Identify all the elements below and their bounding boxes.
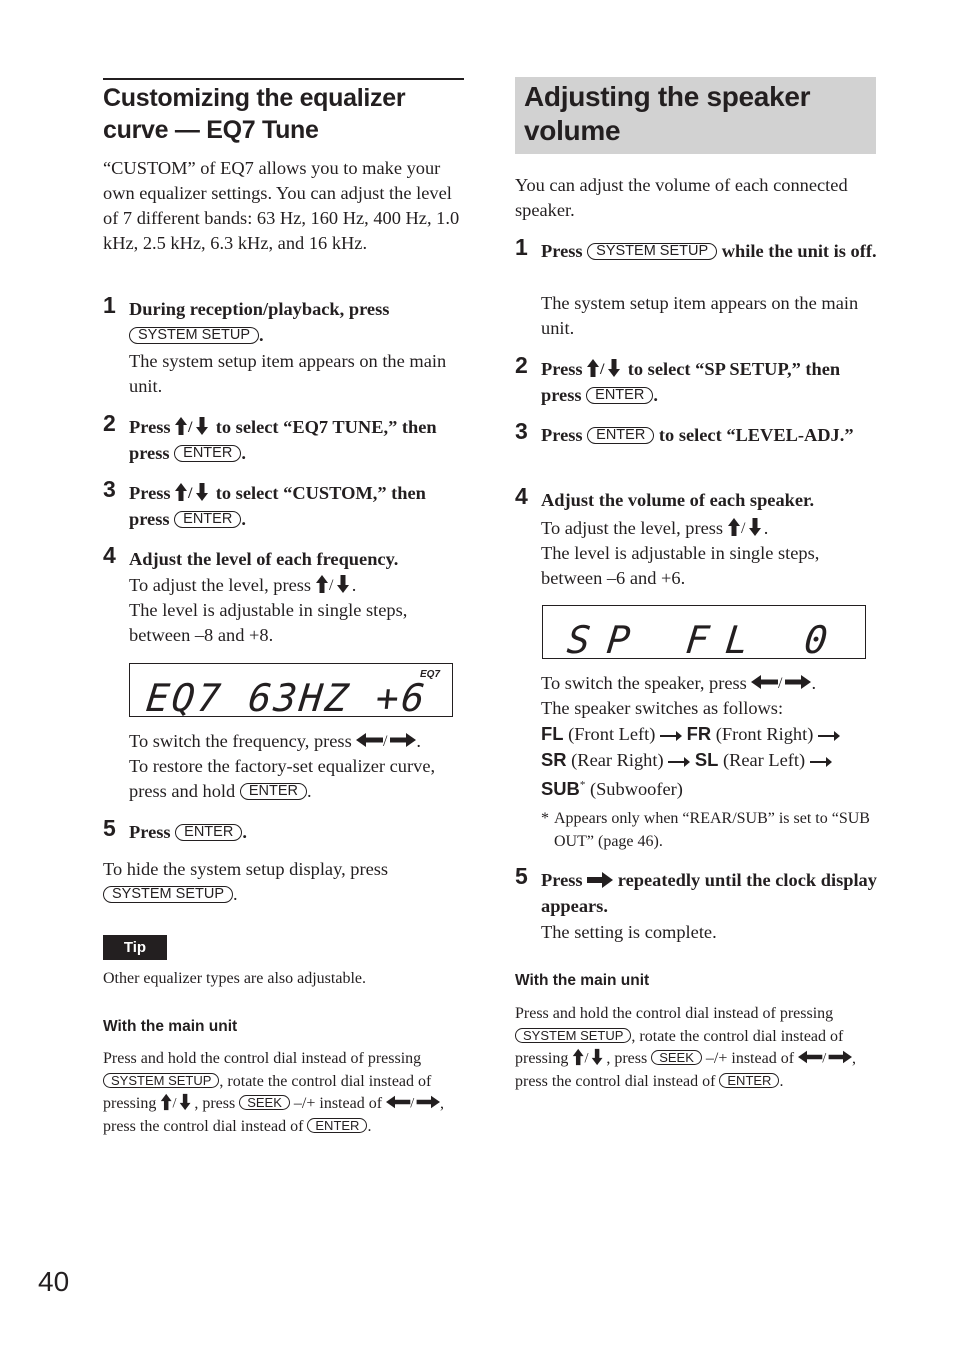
left-right-arrows-icon — [386, 1093, 440, 1111]
chain-arrow-icon — [818, 729, 840, 743]
up-down-arrows-icon — [572, 1048, 606, 1066]
step-number: 5 — [515, 863, 528, 889]
step-desc: The system setup item appears on the main unit. — [541, 293, 859, 338]
main-unit-heading: With the main unit — [103, 1018, 238, 1035]
system-setup-key: SYSTEM SETUP — [129, 327, 259, 344]
step-desc: To adjust the level, press / . The level is adjustable in single steps, between –6 and +6. — [541, 518, 820, 588]
svg-text:/: / — [740, 520, 746, 537]
up-down-arrows-icon — [728, 517, 764, 537]
lcd-display-speaker — [542, 605, 866, 659]
system-setup-key: SYSTEM SETUP — [103, 886, 233, 903]
enter-key: ENTER — [307, 1118, 367, 1133]
intro-paragraph: “CUSTOM” of EQ7 allows you to make your own equalizer settings. You can adjust the level of 7 different bands: 63 Hz, 160 Hz, 400 Hz, 1.0 kHz, 2.5 kHz, 6.3 kHz, and 16 kHz. — [103, 158, 460, 253]
step-title: Press / to select “CUSTOM,” then press ENTER . — [129, 483, 426, 529]
main-unit-text: Press and hold the control dial instead of pressing SYSTEM SETUP , rotate the control dial instead of pressing / , press SEEK –/+ instead of / , press the control dial instead of ENTER . — [103, 1050, 445, 1135]
switch-frequency-text: To switch the frequency, press / . To restore the factory-set equalizer curve, press and hold ENTER . — [129, 731, 436, 801]
speaker-fr: FR — [686, 723, 712, 744]
section-heading-speaker: Adjusting the speaker volume — [524, 81, 811, 146]
speaker-sr: SR — [541, 749, 567, 770]
lcd-text: EQ7 63HZ +6 — [144, 676, 427, 716]
step-title: Press / to select “SP SETUP,” then press ENTER . — [541, 359, 841, 405]
system-setup-key: SYSTEM SETUP — [515, 1028, 631, 1043]
step-number: 1 — [103, 292, 116, 318]
step-title: Press ENTER to select “LEVEL-ADJ.” — [541, 425, 854, 445]
up-down-arrows-icon — [175, 416, 211, 436]
page-number: 40 — [38, 1266, 70, 1297]
seek-key: SEEK — [651, 1050, 702, 1065]
tip-text: Other equalizer types are also adjustable. — [103, 970, 366, 987]
hide-display-text: To hide the system setup display, press SYSTEM SETUP . — [103, 859, 389, 904]
step-number: 4 — [515, 483, 528, 509]
step-title: Adjust the level of each frequency. — [129, 549, 399, 569]
right-arrow-icon — [587, 871, 613, 889]
step-number: 1 — [515, 234, 528, 260]
heading-rule — [103, 78, 464, 80]
left-right-arrows-icon — [798, 1048, 852, 1066]
up-down-arrows-icon — [316, 574, 352, 594]
svg-text:/: / — [410, 1095, 415, 1111]
chain-arrow-icon — [660, 729, 682, 743]
svg-text:/: / — [600, 361, 605, 378]
enter-key: ENTER — [587, 427, 654, 444]
step-title: Press repeatedly until the clock display appears. — [541, 870, 877, 916]
speaker-sl: SL — [694, 749, 719, 770]
enter-key: ENTER — [175, 824, 242, 841]
svg-text:/: / — [328, 577, 334, 594]
left-right-arrows-icon — [356, 730, 416, 750]
step-number: 3 — [103, 476, 116, 502]
step-number: 2 — [515, 352, 528, 378]
step-title: Press ENTER . — [129, 822, 247, 842]
lcd-display-eq7 — [129, 663, 453, 717]
chain-arrow-icon — [668, 755, 690, 769]
svg-text:/: / — [822, 1050, 827, 1066]
enter-key: ENTER — [174, 511, 241, 528]
tip-label: Tip — [103, 935, 167, 960]
speaker-sub: SUB — [541, 778, 580, 800]
up-down-arrows-icon — [160, 1093, 194, 1111]
main-unit-heading: With the main unit — [515, 972, 650, 989]
enter-key: ENTER — [240, 783, 307, 800]
enter-key: ENTER — [719, 1073, 779, 1088]
step-number: 5 — [103, 815, 116, 841]
up-down-arrows-icon — [175, 482, 211, 502]
eq7-badge: EQ7 — [420, 669, 441, 680]
step-desc: The system setup item appears on the main unit. — [129, 351, 447, 396]
step-title: Press SYSTEM SETUP while the unit is off. — [541, 241, 877, 261]
step-title: Adjust the volume of each speaker. — [541, 490, 815, 510]
lcd-readout — [130, 664, 452, 716]
up-down-arrows-icon — [587, 358, 623, 378]
svg-text:/: / — [172, 1095, 177, 1111]
enter-key: ENTER — [586, 387, 653, 404]
step-number: 3 — [515, 418, 528, 444]
lcd-text: SP FL 0 — [565, 618, 830, 658]
section-heading-eq7: Customizing the equalizer curve — EQ7 Tune — [103, 84, 406, 144]
footnote: * Appears only when “REAR/SUB” is set to “SUB OUT” (page 46). — [541, 810, 870, 850]
step-title: Press / to select “EQ7 TUNE,” then press ENTER . — [129, 417, 437, 463]
system-setup-key: SYSTEM SETUP — [587, 243, 717, 260]
svg-text:/: / — [383, 733, 388, 750]
svg-text:/: / — [188, 419, 193, 436]
step-title: During reception/playback, press SYSTEM SETUP . — [129, 299, 390, 345]
step-number: 2 — [103, 410, 116, 436]
step-number: 4 — [103, 542, 116, 568]
svg-text:/: / — [584, 1050, 589, 1066]
system-setup-key: SYSTEM SETUP — [103, 1073, 219, 1088]
switch-speaker-text: To switch the speaker, press / . The speaker switches as follows: FL (Front Left) FR (Front Right) SR (Rear Right) SL (Rear Left) SUB* (Subwoofer) — [541, 671, 877, 802]
chain-arrow-icon — [810, 755, 832, 769]
seek-key: SEEK — [239, 1095, 290, 1110]
left-right-arrows-icon — [751, 672, 811, 692]
main-unit-text: Press and hold the control dial instead of pressing SYSTEM SETUP , rotate the control dial instead of pressing / , press SEEK –/+ instead of / , press the control dial instead of ENTER . — [515, 1005, 857, 1090]
enter-key: ENTER — [174, 445, 241, 462]
svg-text:/: / — [778, 675, 783, 692]
step-desc: The setting is complete. — [541, 922, 717, 942]
intro-paragraph: You can adjust the volume of each connected speaker. — [515, 175, 848, 220]
lcd-readout — [543, 606, 865, 658]
step-desc: To adjust the level, press / . The level is adjustable in single steps, between –8 and +8. — [129, 575, 408, 645]
speaker-fl: FL — [541, 723, 564, 744]
svg-text:/: / — [188, 485, 193, 502]
